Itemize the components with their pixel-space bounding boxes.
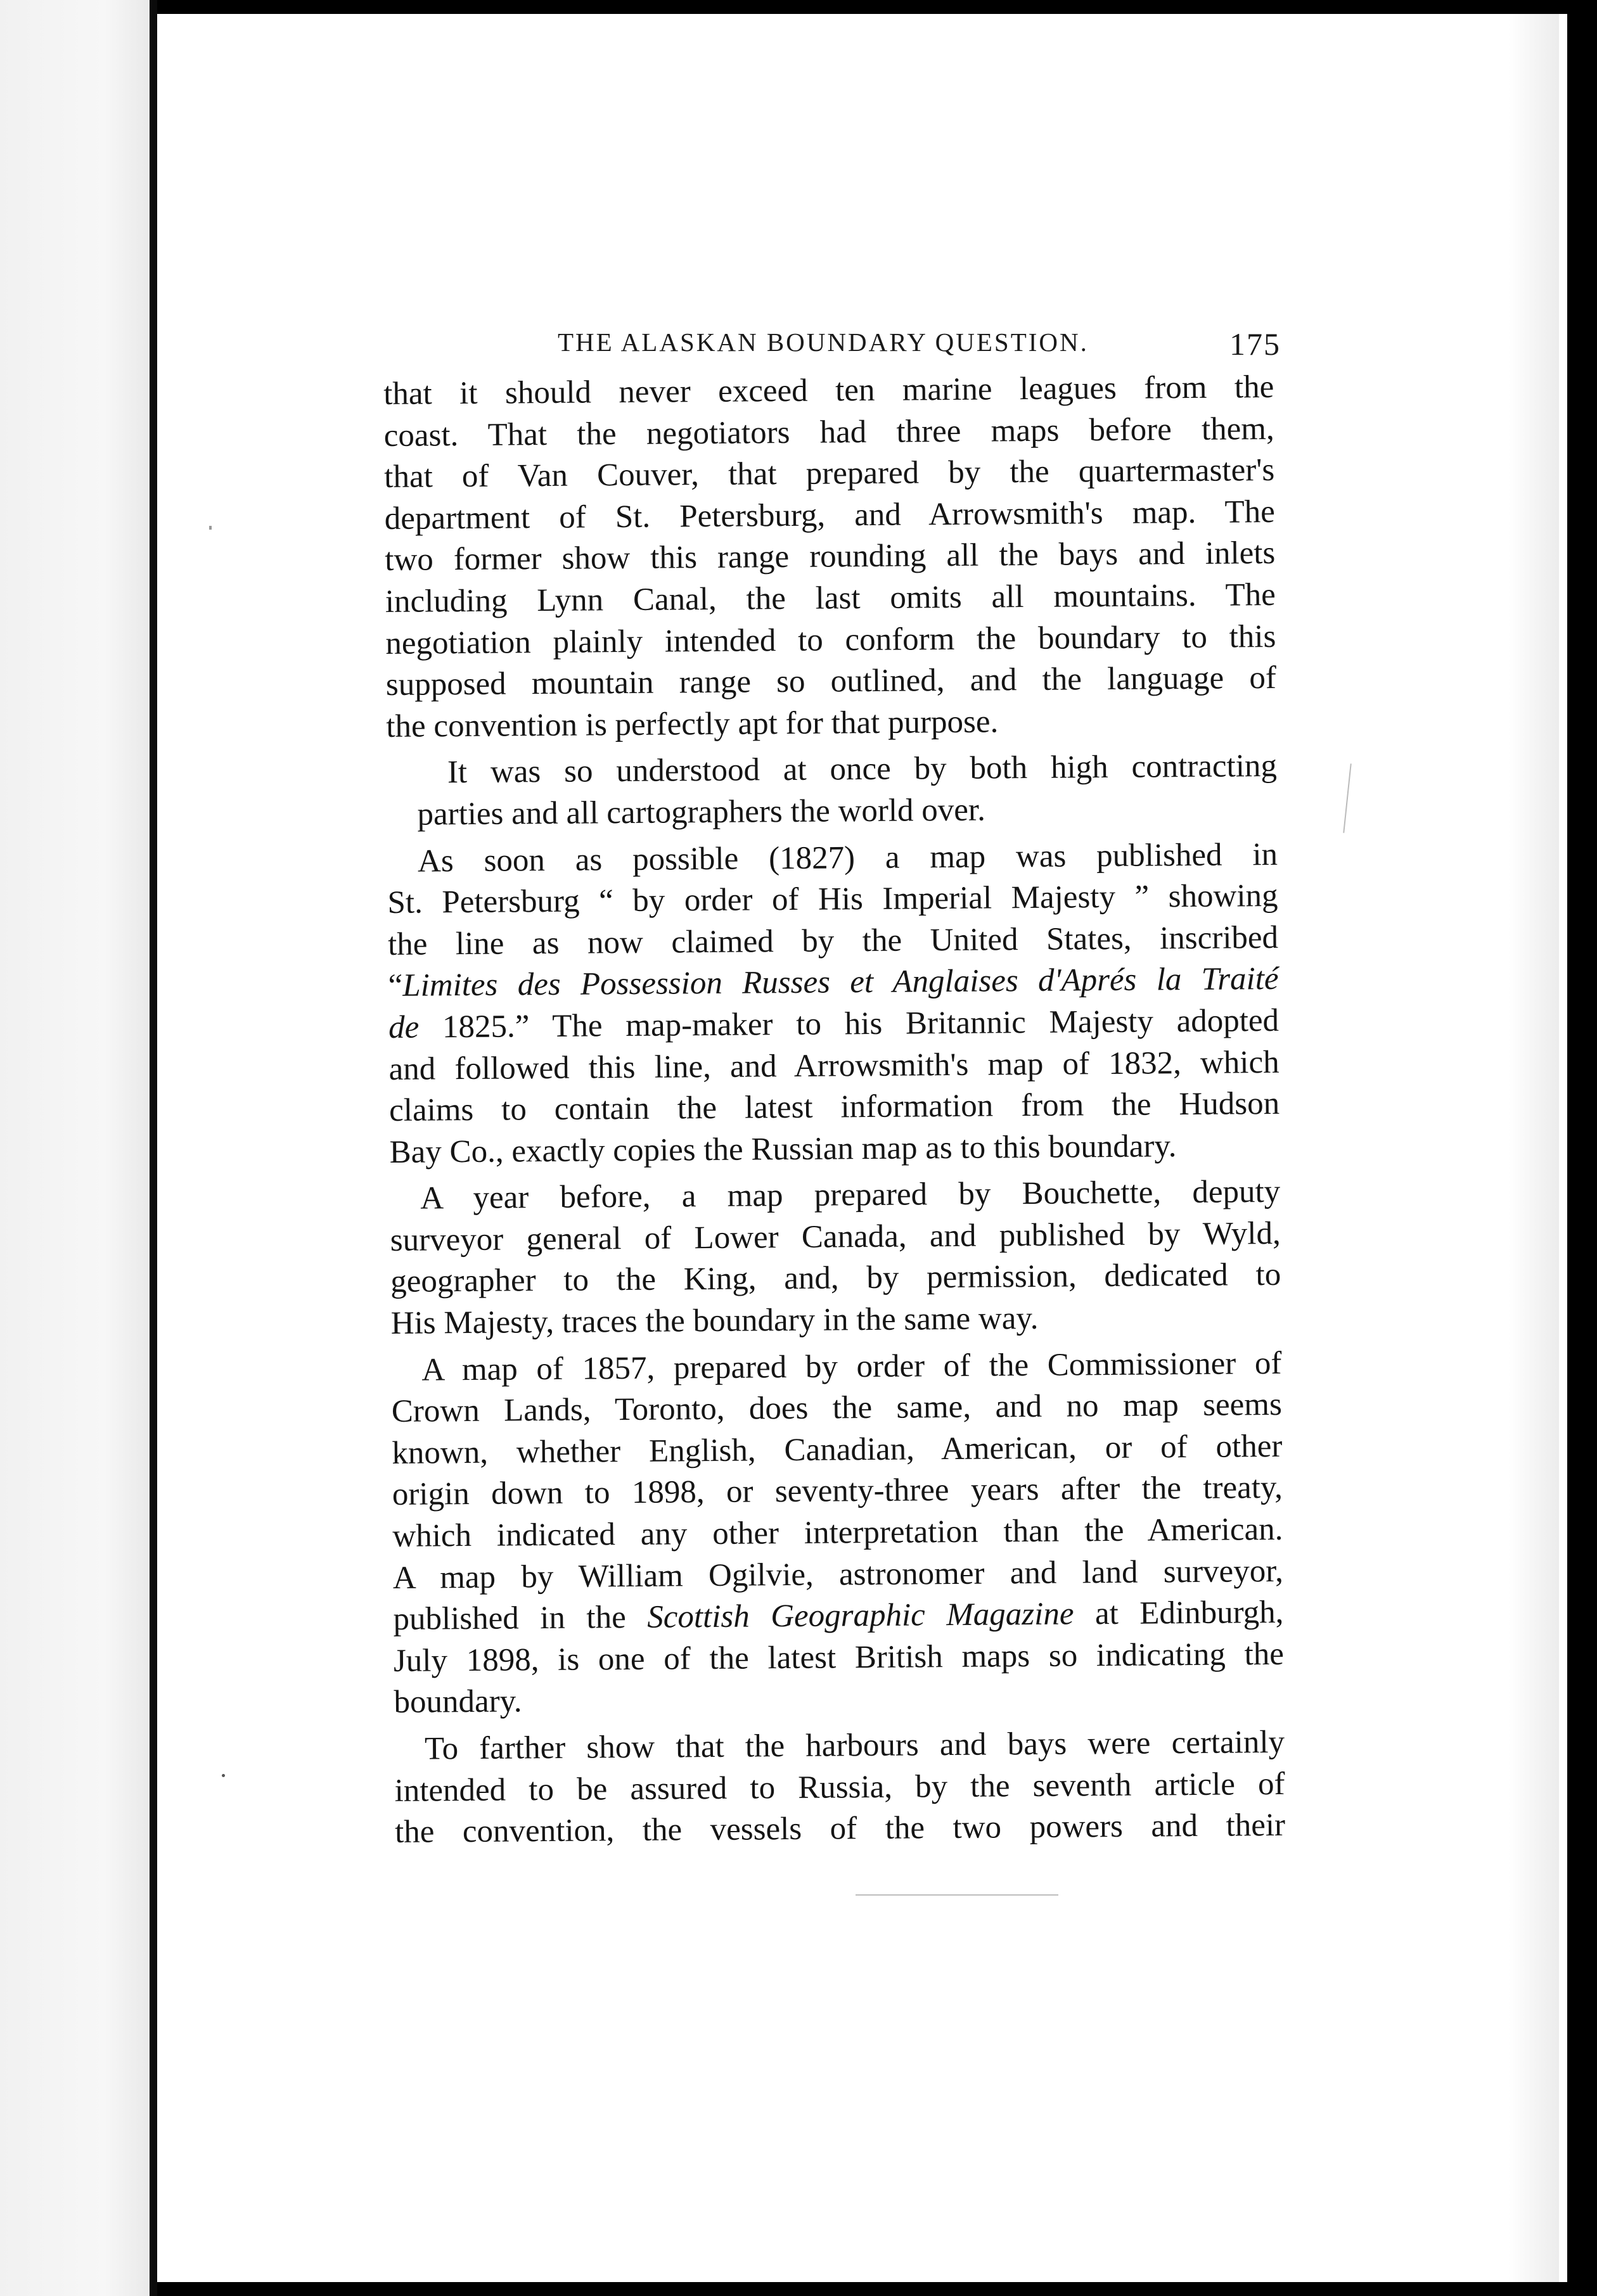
text-line: [388, 1000, 1279, 1049]
text-line: which indicated any other interpretation than the American.: [392, 1511, 1283, 1554]
paragraph-4: [390, 1171, 1281, 1344]
text-line: that of Van Couver, that prepared by the quartermaster's: [384, 452, 1275, 495]
text-line: A year before, a map prepared by Bouchette, deputy: [420, 1174, 1281, 1216]
text-line: claims to contain the latest information from the Hudson: [388, 1086, 1280, 1129]
text-line: A map by William Ogilvie, astronomer and land surveyor,: [392, 1553, 1284, 1596]
text-line: that it should never exceed ten marine leagues from the: [383, 369, 1274, 412]
margin-speck: [209, 526, 212, 530]
bottom-rule: [856, 1894, 1058, 1896]
text-line: [388, 959, 1278, 1007]
paragraph-5: [391, 1343, 1285, 1724]
text-line: department of St. Petersburg, and Arrowsmith's map. The: [384, 494, 1275, 537]
page-header: [558, 322, 1293, 366]
text-line: boundary.: [394, 1683, 522, 1721]
open-quote: “: [388, 968, 403, 1004]
text-line: As soon as possible (1827) a map was published in: [417, 836, 1278, 879]
text-line: His Majesty, traces the boundary in the same way.: [390, 1300, 1039, 1342]
text-line: the line as now claimed by the United States, inscribed: [387, 919, 1279, 962]
book-gutter: [150, 0, 157, 2296]
text-line: intended to be assured to Russia, by the seventh article of: [394, 1766, 1285, 1809]
text-line: To farther show that the harbours and bays were certainly: [424, 1724, 1285, 1767]
text-line: including Lynn Canal, the last omits all mountains. The: [385, 577, 1276, 620]
text-line: surveyor general of Lower Canada, and published by Wyld,: [390, 1215, 1281, 1258]
text-line: parties and all cartographers the world over.: [417, 792, 986, 832]
text-line: Bay Co., exactly copies the Russian map as to this boundary.: [389, 1128, 1177, 1170]
margin-speck: [222, 1774, 225, 1777]
running-head: THE ALASKAN BOUNDARY QUESTION.: [558, 328, 1089, 357]
text-fragment: published in the: [393, 1600, 648, 1638]
text-line: coast. That the negotiators had three maps before them,: [383, 411, 1274, 454]
italic-magazine-title: Scottish Geographic Magazine: [647, 1596, 1074, 1636]
text-line: the convention, the vessels of the two powers and their: [394, 1808, 1286, 1851]
italic-word: de: [388, 1009, 420, 1045]
paragraph-6: [394, 1722, 1286, 1854]
text-line: origin down to 1898, or seventy-three years after the treaty,: [392, 1470, 1283, 1513]
text-line: negotiation plainly intended to conform the boundary to this: [385, 618, 1276, 661]
text-line: two former show this range rounding all the bays and inlets: [385, 535, 1276, 578]
text-line: [393, 1592, 1283, 1641]
text-line: the convention is perfectly apt for that purpose.: [386, 704, 999, 744]
page-number: 175: [1229, 326, 1281, 362]
text-line: St. Petersburg “ by order of His Imperial Majesty ” showing: [387, 878, 1278, 921]
facing-page-edge: [0, 0, 150, 2296]
text-line: known, whether English, Canadian, American, or of other: [392, 1428, 1283, 1471]
paragraph-3: [387, 834, 1280, 1173]
text-fragment: at Edinburgh,: [1074, 1595, 1284, 1632]
text-line: geographer to the King, and, by permission, dedicated to: [390, 1257, 1281, 1300]
text-line: A map of 1857, prepared by order of the Commissioner of: [421, 1345, 1282, 1388]
text-line: and followed this line, and Arrowsmith's map of 1832, which: [388, 1044, 1280, 1087]
paragraph-1: [383, 367, 1277, 748]
italic-title: Limites des Possession Russes et Anglaises d'Aprés la Traité: [402, 961, 1279, 1004]
text-line: It was so understood at once by both high contracting: [447, 748, 1278, 791]
text-line: supposed mountain range so outlined, and the language of: [385, 660, 1277, 703]
text-line: Crown Lands, Toronto, does the same, and no map seems: [391, 1387, 1283, 1430]
text-line: July 1898, is one of the latest British maps so indicating the: [393, 1636, 1285, 1679]
paragraph-2: [387, 746, 1278, 836]
body-text: [383, 367, 1285, 1859]
text-fragment: 1825.” The map-maker to his Britannic Majesty adopted: [419, 1002, 1280, 1045]
page-edge-shadow: [1508, 14, 1559, 2282]
